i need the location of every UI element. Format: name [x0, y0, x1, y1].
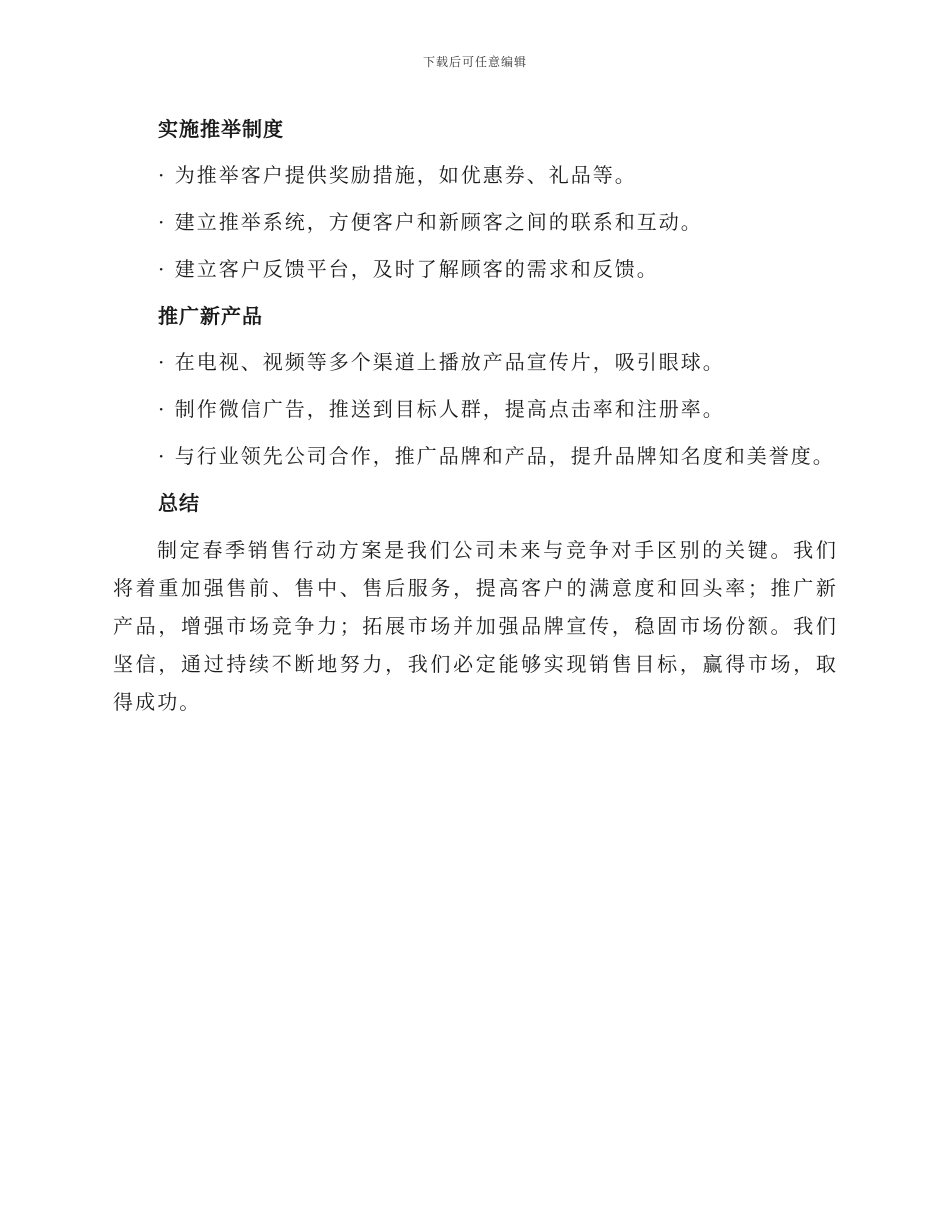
page-header-note: 下载后可任意编辑: [422, 55, 527, 69]
section-heading: 实施推举制度: [158, 117, 284, 141]
bullet-item: · 建立推举系统，方便客户和新顾客之间的联系和互动。: [158, 210, 703, 234]
bullet-item: · 在电视、视频等多个渠道上播放产品宣传片，吸引眼球。: [158, 350, 725, 374]
section-new-products: [113, 297, 838, 475]
section-heading: 总结: [158, 491, 200, 515]
bullet-item: · 为推举客户提供奖励措施，如优惠券、礼品等。: [158, 163, 637, 187]
bullet-item: · 与行业领先公司合作，推广品牌和产品，提升品牌知名度和美誉度。: [158, 444, 835, 468]
bullet-list: [113, 343, 838, 475]
summary-paragraph: 制定春季销售行动方案是我们公司未来与竞争对手区别的关键。我们将着重加强售前、售中、售后服务，提高客户的满意度和回头率；推广新产品，增强市场竞争力；拓展市场并加强品牌宣传，稳固市场份额。我们坚信，通过持续不断地努力，我们必定能够实现销售目标，赢得市场，取得成功。: [113, 538, 838, 714]
section-heading: 推广新产品: [158, 304, 263, 328]
section-referral-program: [113, 110, 838, 288]
document-body: [113, 110, 838, 730]
section-summary: [113, 484, 838, 721]
bullet-item: · 建立客户反馈平台，及时了解顾客的需求和反馈。: [158, 257, 659, 281]
bullet-list: [113, 156, 838, 288]
bullet-item: · 制作微信广告，推送到目标人群，提高点击率和注册率。: [158, 397, 725, 421]
